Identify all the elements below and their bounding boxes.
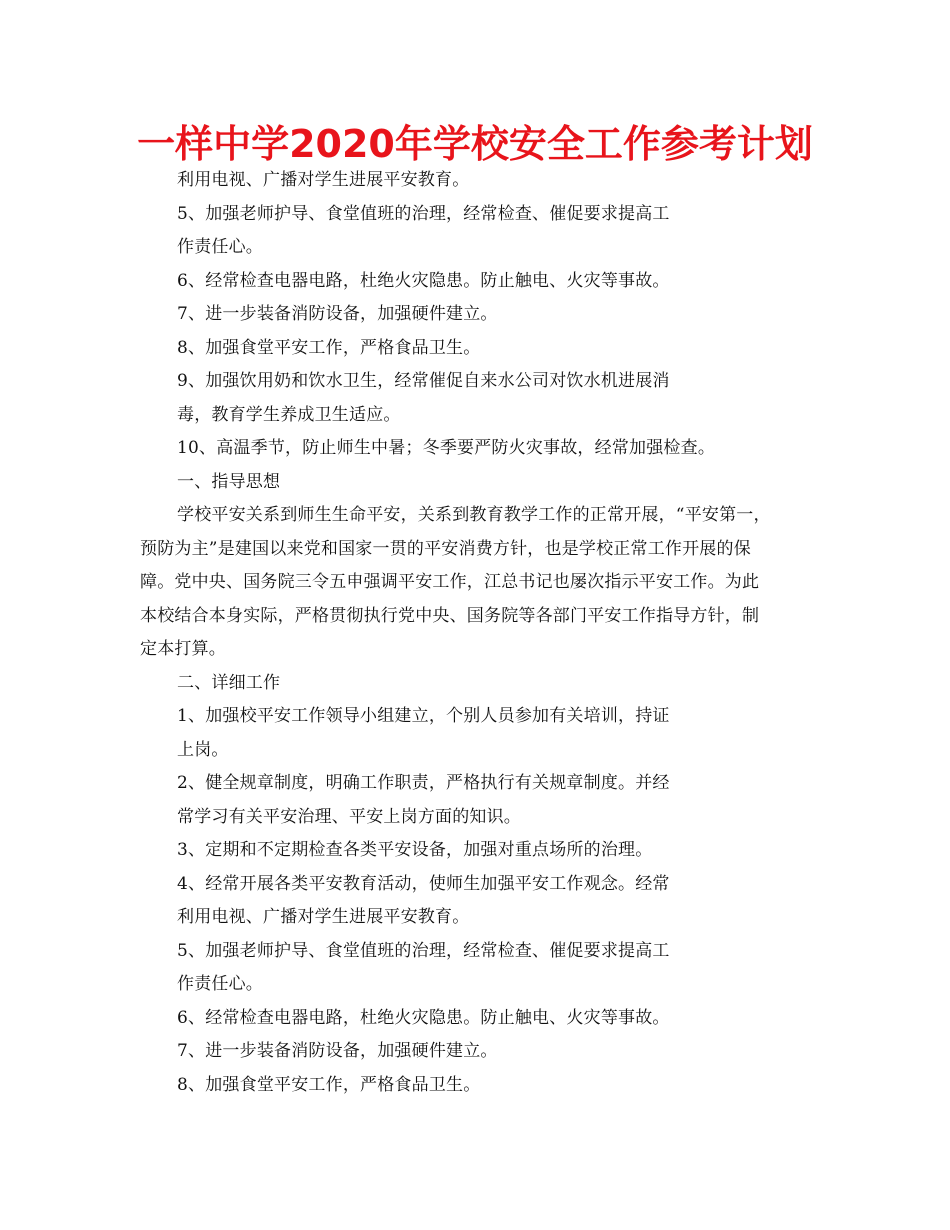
text-line: 8、加强食堂平安工作，严格食品卫生。 (177, 1074, 481, 1095)
text-line: 3、定期和不定期检查各类平安设备，加强对重点场所的治理。 (177, 840, 653, 860)
text-line: 毒，教育学生养成卫生适应。 (177, 404, 401, 425)
text-line: 8、加强食堂平安工作，严格食品卫生。 (177, 337, 481, 358)
text-line: 5、加强老师护导、食堂值班的治理，经常检查、催促要求提高工 (177, 203, 670, 224)
text-line: 预防为主”是建国以来党和国家一贯的平安消费方针，也是学校正常工作开展的保 (140, 538, 751, 559)
text-line: 10、高温季节，防止师生中暑；冬季要严防火灾事故，经常加强检查。 (177, 438, 716, 458)
text-line: 7、进一步装备消防设备，加强硬件建立。 (177, 304, 498, 324)
text-line: 5、加强老师护导、食堂值班的治理，经常检查、催促要求提高工 (177, 940, 670, 961)
page-title: 一样中学2020年学校安全工作参考计划 (137, 122, 813, 166)
text-line: 7、进一步装备消防设备，加强硬件建立。 (177, 1041, 498, 1061)
text-line: 上岗。 (177, 739, 229, 760)
text-line: 4、经常开展各类平安教育活动，使师生加强平安工作观念。经常 (177, 873, 670, 894)
text-line: 本校结合本身实际，严格贯彻执行党中央、国务院等各部门平安工作指导方针，制 (140, 605, 760, 626)
text-line: 定本打算。 (140, 639, 226, 659)
text-line: 利用电视、广播对学生进展平安教育。 (177, 907, 470, 927)
text-line: 障。党中央、国务院三令五申强调平安工作，江总书记也屡次指示平安工作。为此 (140, 572, 760, 592)
document-body (140, 164, 820, 1102)
text-line: 一、指导思想 (177, 471, 281, 492)
text-line: 6、经常检查电器电路，杜绝火灾隐患。防止触电、火灾等事故。 (177, 270, 670, 291)
text-line: 9、加强饮用奶和饮水卫生，经常催促自来水公司对饮水机进展消 (177, 371, 670, 391)
text-line: 利用电视、广播对学生进展平安教育。 (177, 170, 470, 190)
text-line: 作责任心。 (177, 974, 263, 994)
text-line: 6、经常检查电器电路，杜绝火灾隐患。防止触电、火灾等事故。 (177, 1007, 670, 1028)
text-line: 2、健全规章制度，明确工作职责，严格执行有关规章制度。并经 (177, 773, 670, 793)
text-line: 作责任心。 (177, 237, 263, 257)
text-line: 学校平安关系到师生生命平安，关系到教育教学工作的正常开展，“平安第一， (177, 505, 771, 525)
text-line: 二、详细工作 (177, 672, 281, 693)
text-line: 常学习有关平安治理、平安上岗方面的知识。 (177, 806, 521, 827)
text-line: 1、加强校平安工作领导小组建立，个别人员参加有关培训，持证 (177, 706, 670, 726)
